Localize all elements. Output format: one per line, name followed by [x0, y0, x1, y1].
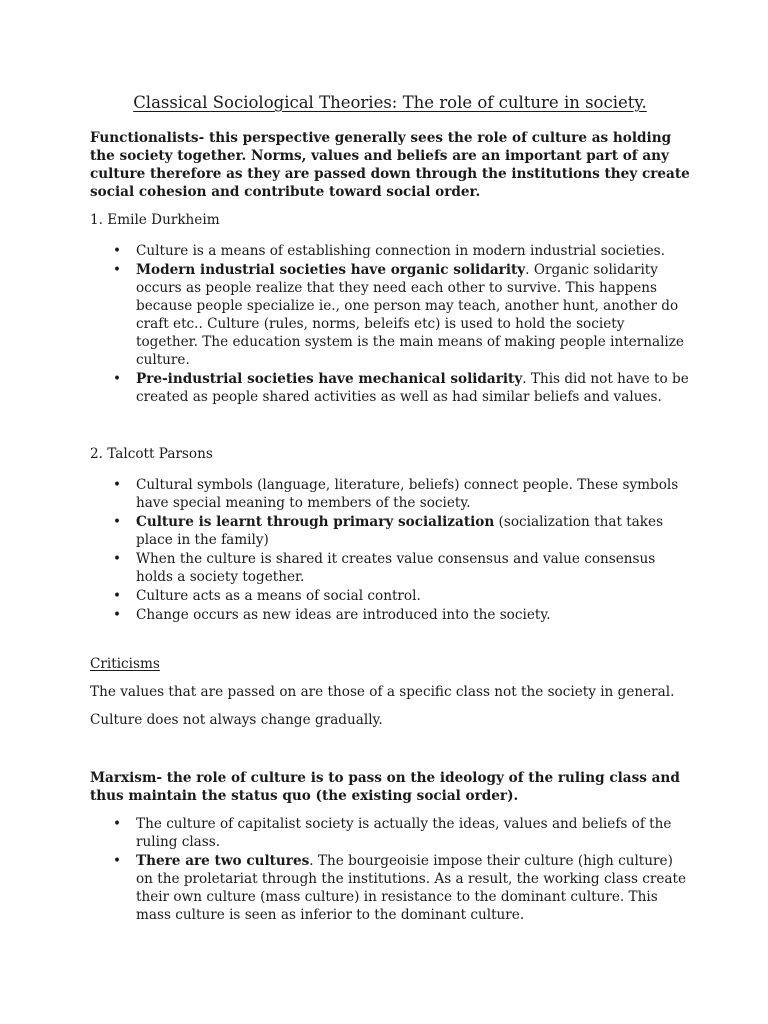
list-item: [90, 550, 690, 586]
list-item-bold: There are two cultures: [136, 853, 310, 869]
list-item-text: Culture is a means of establishing connection in modern industrial societies.: [136, 243, 665, 259]
list-item-text: Culture acts as a means of social control.: [136, 588, 421, 604]
list-item: [90, 587, 690, 605]
durkheim-heading: 1. Emile Durkheim: [90, 212, 220, 228]
list-item-text: (socialization that takes place in the family): [136, 514, 664, 548]
bullet-glyph: •: [113, 607, 122, 623]
parsons-list: [90, 476, 690, 624]
bullet-glyph: •: [113, 551, 122, 567]
spacer: [90, 407, 690, 445]
criticism-point: Culture does not always change gradually.: [90, 712, 383, 728]
bullet-glyph: •: [113, 243, 122, 259]
list-item-text: Change occurs as new ideas are introduced into the society.: [136, 607, 551, 623]
list-item-text: The culture of capitalist society is actually the ideas, values and beliefs of the ruling class.: [136, 816, 672, 850]
parsons-heading: 2. Talcott Parsons: [90, 446, 213, 462]
list-item: [90, 476, 690, 512]
bullet-glyph: •: [113, 853, 122, 869]
spacer: [90, 739, 690, 769]
list-item: [90, 815, 690, 851]
list-item-text: . This did not have to be created as people shared activities as well as had similar beliefs and values.: [136, 371, 689, 405]
list-item-text: . The bourgeoisie impose their culture (high culture) on the proletariat through the institutions. As a result, the working class create their own culture (mass culture) in resistance to the dominant culture. This mass culture is seen as inferior to the dominant culture.: [136, 853, 687, 923]
list-item-text: When the culture is shared it creates value consensus and value consensus holds a society together.: [136, 551, 656, 585]
list-item: [90, 513, 690, 549]
criticism-point: The values that are passed on are those of a specific class not the society in general.: [90, 684, 675, 700]
page-title: Classical Sociological Theories: The role of culture in society.: [133, 93, 647, 112]
bullet-glyph: •: [113, 514, 122, 530]
bullet-glyph: •: [113, 588, 122, 604]
bullet-glyph: •: [113, 816, 122, 832]
list-item: [90, 242, 690, 260]
document-page: [90, 92, 690, 925]
marxism-list: [90, 815, 690, 924]
list-item: [90, 261, 690, 369]
list-item: [90, 370, 690, 406]
list-item-bold: Modern industrial societies have organic solidarity: [136, 262, 526, 278]
spacer: [90, 625, 690, 655]
list-item: [90, 606, 690, 624]
list-item-text: . Organic solidarity occurs as people realize that they need each other to survive. This happens because people specialize ie., one person may teach, another hunt, another do craft etc.. Culture (rules, norms, beleifs etc) is used to hold the society together. The education system is the main means of making people internalize culture.: [136, 262, 684, 368]
marxism-intro: Marxism- the role of culture is to pass on the ideology of the ruling class and thus maintain the status quo (the existing social order).: [90, 770, 680, 804]
bullet-glyph: •: [113, 262, 122, 278]
functionalists-intro: Functionalists- this perspective generally sees the role of culture as holding the society together. Norms, values and beliefs are an important part of any culture therefore as they are passed down through the institutions they create social cohesion and contribute toward social order.: [90, 130, 690, 200]
list-item-bold: Culture is learnt through primary socialization: [136, 514, 495, 530]
bullet-glyph: •: [113, 371, 122, 387]
list-item: [90, 852, 690, 924]
bullet-glyph: •: [113, 477, 122, 493]
durkheim-list: [90, 242, 690, 406]
criticisms-heading: Criticisms: [90, 656, 160, 672]
list-item-bold: Pre-industrial societies have mechanical solidarity: [136, 371, 523, 387]
list-item-text: Cultural symbols (language, literature, beliefs) connect people. These symbols have special meaning to members of the society.: [136, 477, 679, 511]
